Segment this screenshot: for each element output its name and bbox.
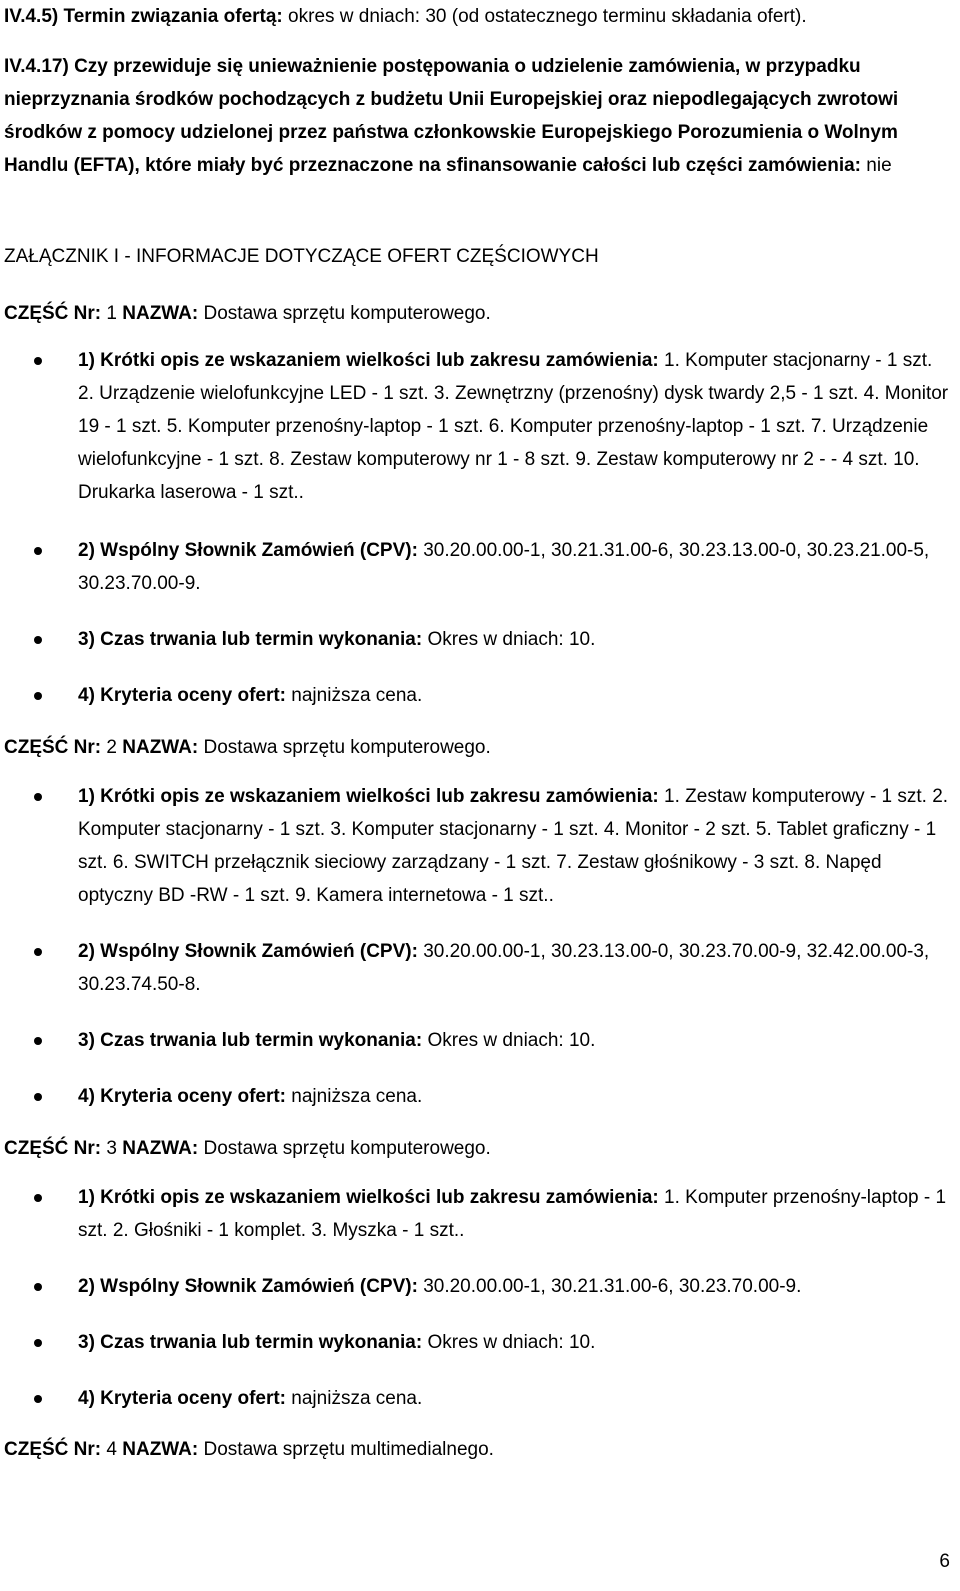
part-name: Dostawa sprzętu komputerowego.: [198, 737, 491, 758]
part-number: 4: [101, 1439, 123, 1460]
bullet-icon: [34, 357, 42, 365]
part-name: Dostawa sprzętu komputerowego.: [198, 303, 491, 324]
list-item-text: [78, 1024, 950, 1057]
list-item-text: [78, 780, 950, 912]
part-label: CZĘŚĆ Nr:: [4, 303, 102, 324]
bullet-icon: [34, 636, 42, 644]
list-item-text: [78, 534, 950, 600]
item-value: najniższa cena.: [286, 1388, 423, 1409]
item-value: Okres w dniach: 10.: [422, 629, 596, 650]
cancellation-question-label: IV.4.17) Czy przewiduje się unieważnienie postępowania o udzielenie zamówienia, w przypadku nieprzyznania środków pochodzących z budżetu Unii Europejskiej oraz niepodlegających zwrotowi środków z pomocy udzielonej przez państwa członkowskie Europejskiego Porozumienia o Wolnym Handlu (EFTA), które miały być przeznaczone na sfinansowanie całości lub części zamówienia:: [4, 56, 899, 176]
item-label: 1) Krótki opis ze wskazaniem wielkości lub zakresu zamówienia:: [78, 350, 659, 371]
term-of-offer-paragraph: [4, 0, 952, 33]
part-name-label: NAZWA:: [122, 1439, 199, 1460]
list-item-text: [78, 1326, 950, 1359]
part-name-label: NAZWA:: [122, 303, 199, 324]
part-name-label: NAZWA:: [122, 737, 199, 758]
list-item-text: [78, 1382, 950, 1415]
bullet-icon: [34, 1037, 42, 1045]
list-item-text: [78, 679, 950, 712]
part-heading: [4, 1433, 494, 1466]
item-label: 4) Kryteria oceny ofert:: [78, 1388, 287, 1409]
part-heading: [4, 1132, 491, 1165]
term-of-offer-value: okres w dniach: 30 (od ostatecznego terminu składania ofert).: [282, 6, 807, 27]
part-number: 2: [101, 737, 123, 758]
part-name: Dostawa sprzętu komputerowego.: [198, 1138, 491, 1159]
item-label: 3) Czas trwania lub termin wykonania:: [78, 1332, 423, 1353]
bullet-icon: [34, 1339, 42, 1347]
part-heading: [4, 731, 491, 764]
bullet-icon: [34, 1093, 42, 1101]
part-name: Dostawa sprzętu multimedialnego.: [198, 1439, 494, 1460]
item-value: 30.20.00.00-1, 30.23.13.00-0, 30.23.70.00-9, 32.42.00.00-3, 30.23.74.50-8.: [78, 941, 930, 995]
bullet-icon: [34, 692, 42, 700]
item-value: Okres w dniach: 10.: [422, 1332, 596, 1353]
part-number: 1: [101, 303, 123, 324]
page-number: 6: [939, 1551, 950, 1572]
part-label: CZĘŚĆ Nr:: [4, 737, 102, 758]
cancellation-question-value: nie: [861, 155, 892, 176]
bullet-icon: [34, 948, 42, 956]
part-heading: [4, 297, 491, 330]
list-item-text: [78, 344, 950, 509]
term-of-offer-label: IV.4.5) Termin związania ofertą:: [4, 6, 283, 27]
item-value: Okres w dniach: 10.: [422, 1030, 596, 1051]
part-label: CZĘŚĆ Nr:: [4, 1439, 102, 1460]
item-label: 3) Czas trwania lub termin wykonania:: [78, 629, 423, 650]
bullet-icon: [34, 1395, 42, 1403]
bullet-icon: [34, 793, 42, 801]
item-value: 30.20.00.00-1, 30.21.31.00-6, 30.23.13.00-0, 30.23.21.00-5, 30.23.70.00-9.: [78, 540, 930, 594]
item-label: 1) Krótki opis ze wskazaniem wielkości lub zakresu zamówienia:: [78, 1187, 659, 1208]
item-value: najniższa cena.: [286, 1086, 423, 1107]
item-value: najniższa cena.: [286, 685, 423, 706]
item-label: 4) Kryteria oceny ofert:: [78, 685, 287, 706]
item-value: 30.20.00.00-1, 30.21.31.00-6, 30.23.70.00-9.: [417, 1276, 802, 1297]
part-number: 3: [101, 1138, 123, 1159]
item-value: 1. Zestaw komputerowy - 1 szt. 2. Komputer stacjonarny - 1 szt. 3. Komputer stacjonarny - 1 szt. 4. Monitor - 2 szt. 5. Tablet graficzny - 1 szt. 6. SWITCH przełącznik sieciowy zarządzany - 1 szt. 7. Zestaw głośnikowy - 3 szt. 8. Napęd optyczny BD -RW - 1 szt. 9. Kamera internetowa - 1 szt..: [78, 786, 949, 906]
part-name-label: NAZWA:: [122, 1138, 199, 1159]
annex-title: ZAŁĄCZNIK I - INFORMACJE DOTYCZĄCE OFERT CZĘŚCIOWYCH: [4, 246, 599, 267]
item-label: 3) Czas trwania lub termin wykonania:: [78, 1030, 423, 1051]
item-label: 2) Wspólny Słownik Zamówień (CPV):: [78, 1276, 418, 1297]
cancellation-question-paragraph: [4, 50, 952, 182]
list-item-text: [78, 1080, 950, 1113]
item-label: 2) Wspólny Słownik Zamówień (CPV):: [78, 540, 418, 561]
item-value: 1. Komputer stacjonarny - 1 szt. 2. Urządzenie wielofunkcyjne LED - 1 szt. 3. Zewnętrzny (przenośny) dysk twardy 2,5 - 1 szt. 4. Monitor 19 - 1 szt. 5. Komputer przenośny-laptop - 1 szt. 6. Komputer przenośny-laptop - 1 szt. 7. Urządzenie wielofunkcyjne - 1 szt. 8. Zestaw komputerowy nr 1 - 8 szt. 9. Zestaw komputerowy nr 2 - - 4 szt. 10. Drukarka laserowa - 1 szt..: [78, 350, 949, 503]
item-label: 1) Krótki opis ze wskazaniem wielkości lub zakresu zamówienia:: [78, 786, 659, 807]
bullet-icon: [34, 1194, 42, 1202]
list-item-text: [78, 1270, 950, 1303]
part-label: CZĘŚĆ Nr:: [4, 1138, 102, 1159]
item-label: 4) Kryteria oceny ofert:: [78, 1086, 287, 1107]
list-item-text: [78, 935, 950, 1001]
item-value: 1. Komputer przenośny-laptop - 1 szt. 2. Głośniki - 1 komplet. 3. Myszka - 1 szt..: [78, 1187, 947, 1241]
list-item-text: [78, 623, 950, 656]
bullet-icon: [34, 1283, 42, 1291]
bullet-icon: [34, 547, 42, 555]
item-label: 2) Wspólny Słownik Zamówień (CPV):: [78, 941, 418, 962]
list-item-text: [78, 1181, 950, 1247]
